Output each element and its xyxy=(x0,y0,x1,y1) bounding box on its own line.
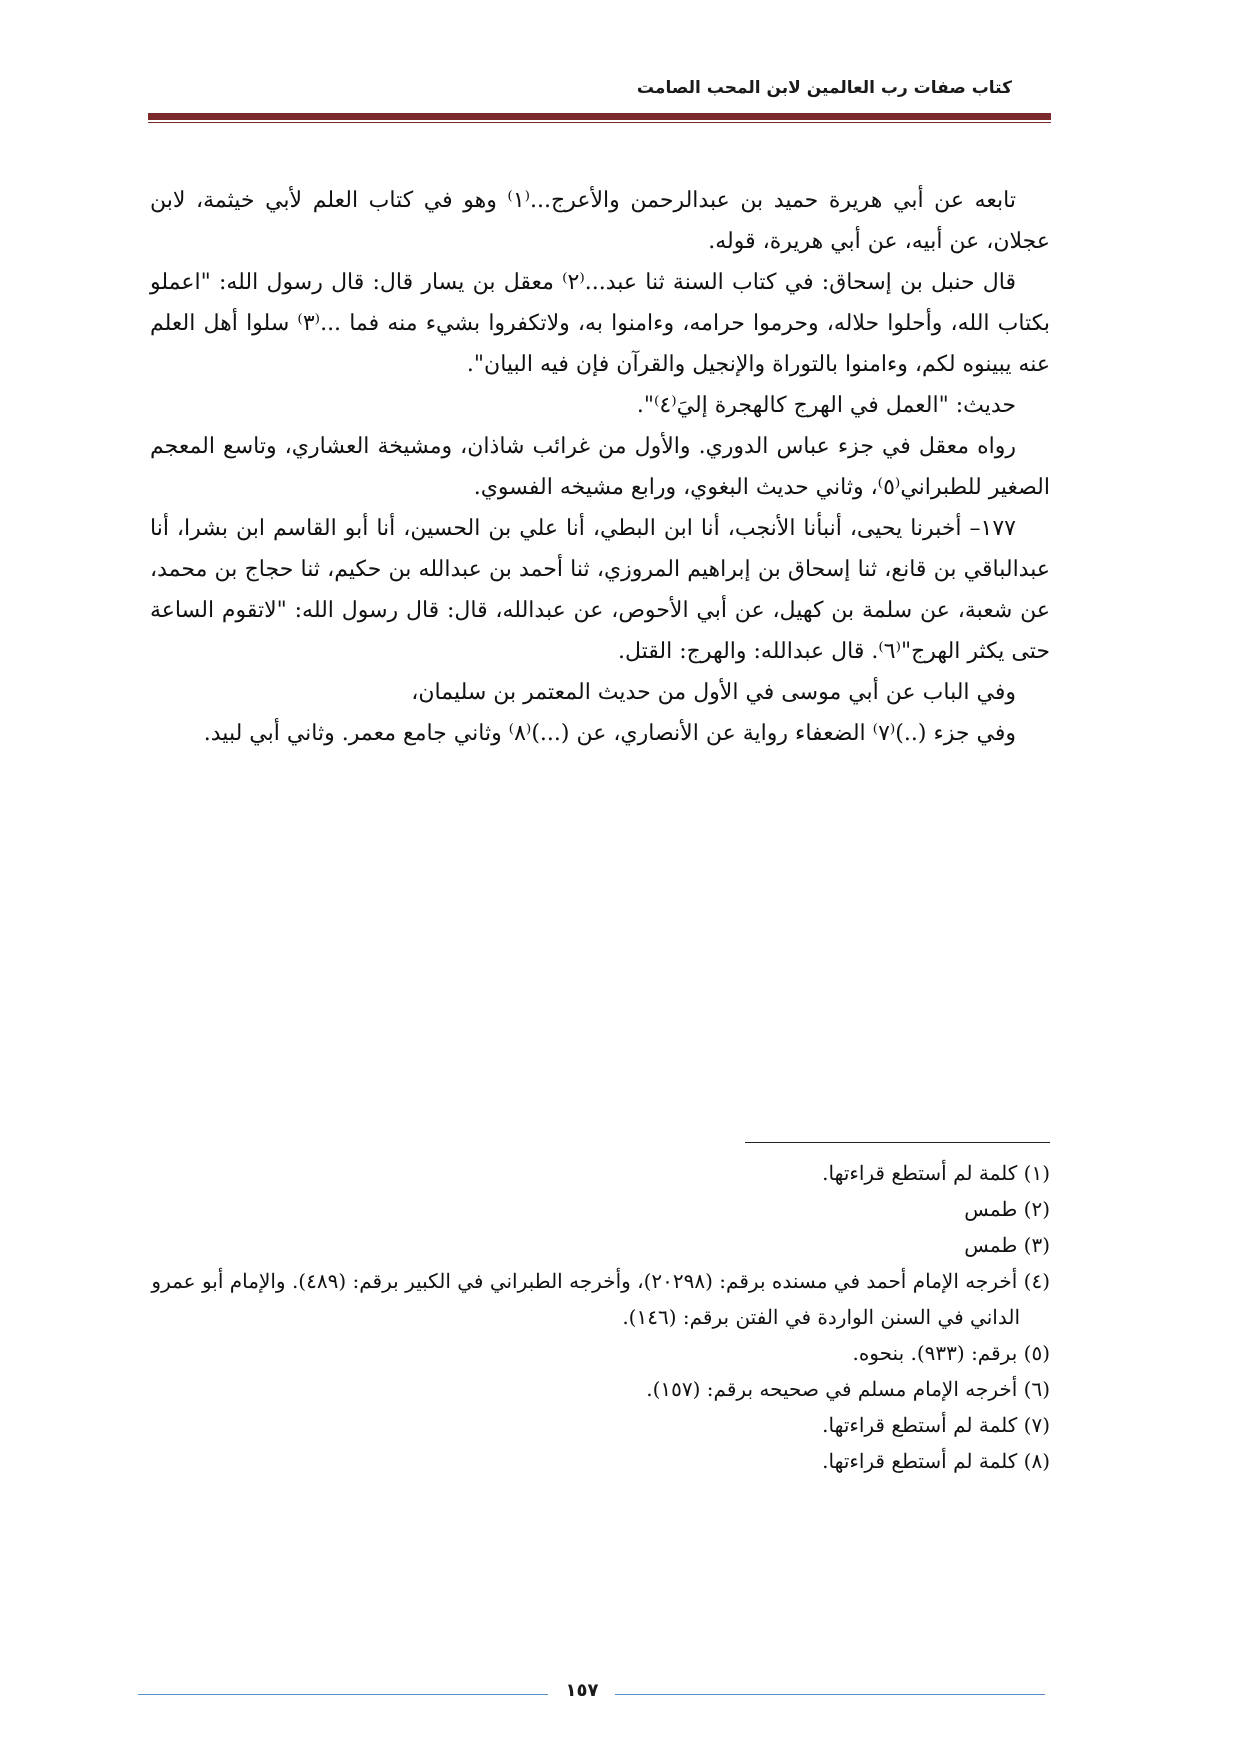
main-text xyxy=(150,180,1050,754)
header-rule-thin xyxy=(148,122,1051,123)
paragraph: قال حنبل بن إسحاق: في كتاب السنة ثنا عبد...⁽٢⁾ معقل بن يسار قال: قال رسول الله: "اعملو بكتاب الله، وأحلوا حلاله، وحرموا حرامه، وءامنوا به، ولاتكفروا بشيء منه فما ...⁽٣⁾ سلوا أهل العلم عنه يبينوه لكم، وءامنوا بالتوراة والإنجيل والقرآن فإن فيه البيان". xyxy=(150,270,1051,377)
footer-rule xyxy=(138,1694,548,1695)
footnote: (٦) أخرجه الإمام مسلم في صحيحه برقم: (١٥٧). xyxy=(646,1377,1050,1401)
running-header: كتاب صفات رب العالمين لابن المحب الصامت xyxy=(636,78,1012,98)
footnote: (٢) طمس xyxy=(964,1197,1050,1221)
paragraph: وفي جزء (..)⁽٧⁾ الضعفاء رواية عن الأنصاري، عن (...)⁽٨⁾ وثاني جامع معمر. وثاني أبي لبيد. xyxy=(203,721,1016,746)
paragraph: ١٧٧– أخبرنا يحيى، أنبأنا الأنجب، أنا ابن البطي، أنا علي بن الحسين، أنا أبو القاسم ابن بشرا، أنا عبدالباقي بن قانع، ثنا إسحاق بن إبراهيم المروزي، ثنا أحمد بن عبدالله بن حكيم، ثنا حجاج بن محمد، عن شعبة، عن سلمة بن كهيل، عن أبي الأحوص، عن عبدالله، قال: قال رسول الله: "لاتقوم الساعة حتى يكثر الهرج"⁽٦⁾. قال عبدالله: والهرج: القتل. xyxy=(150,516,1050,664)
paragraph: حديث: "العمل في الهرج كالهجرة إليَ⁽٤⁾". xyxy=(636,393,1016,418)
paragraph: تابعه عن أبي هريرة حميد بن عبدالرحمن والأعرج...⁽١⁾ وهو في كتاب العلم لأبي خيثمة، لابن عجلان، عن أبيه، عن أبي هريرة، قوله. xyxy=(150,188,1050,254)
header-rule xyxy=(148,113,1051,120)
footnote: (٥) برقم: (٩٣٣). بنحوه. xyxy=(852,1341,1050,1365)
footnote: (٣) طمس xyxy=(964,1233,1050,1257)
page-number: ١٥٧ xyxy=(565,1680,599,1701)
footnote-separator xyxy=(745,1142,1050,1143)
paragraph: وفي الباب عن أبي موسى في الأول من حديث المعتمر بن سليمان، xyxy=(411,680,1016,705)
footnote: (١) كلمة لم أستطع قراءتها. xyxy=(822,1161,1050,1185)
footnote: (٧) كلمة لم أستطع قراءتها. xyxy=(822,1413,1050,1437)
footer-rule xyxy=(615,1694,1045,1695)
footnote: (٨) كلمة لم أستطع قراءتها. xyxy=(822,1449,1050,1473)
footnote: (٤) أخرجه الإمام أحمد في مسنده برقم: (٢٠٢٩٨)، وأخرجه الطبراني في الكبير برقم: (٤٨٩). والإمام أبو عمرو الداني في السنن الواردة في الفتن برقم: (١٤٦). xyxy=(151,1269,1050,1329)
footnotes xyxy=(150,1155,1050,1479)
paragraph: رواه معقل في جزء عباس الدوري. والأول من غرائب شاذان، ومشيخة العشاري، وتاسع المعجم الصغير للطبراني⁽٥⁾، وثاني حديث البغوي، ورابع مشيخه الفسوي. xyxy=(150,434,1050,500)
